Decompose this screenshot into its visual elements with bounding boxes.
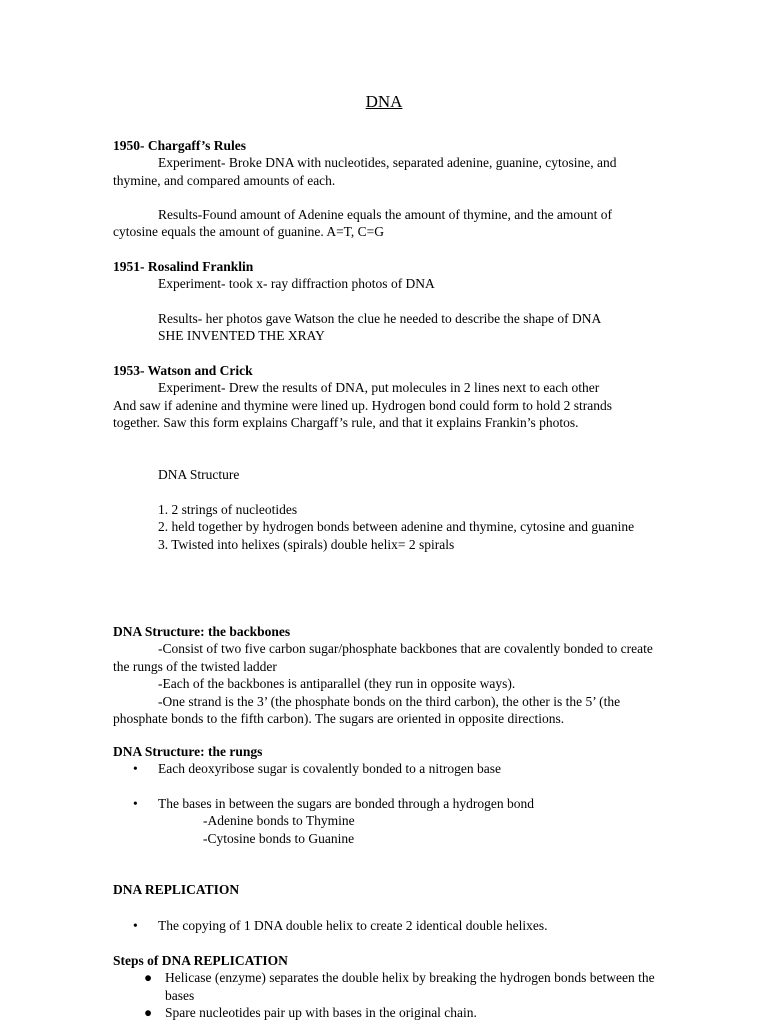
heading-1951: 1951- Rosalind Franklin xyxy=(113,259,254,274)
replication-list xyxy=(113,917,658,934)
bullet-icon: • xyxy=(133,918,138,933)
list-item xyxy=(113,917,658,934)
section-rungs xyxy=(113,743,658,778)
steps-bullet2: Spare nucleotides pair up with bases in the original chain. xyxy=(165,1005,477,1021)
experiment-1951: Experiment- took x- ray diffraction photos of DNA xyxy=(158,276,435,292)
experiment-1953-line2: And saw if adenine and thymine were lined up. Hydrogen bond could form to hold 2 strands together. Saw this form explains Chargaff’s rule, and that it explains Frankin’s photos. xyxy=(113,397,613,431)
note-1951: SHE INVENTED THE XRAY xyxy=(158,328,325,344)
rungs-sub2: -Cytosine bonds to Guanine xyxy=(203,830,355,846)
backbones-line3: -One strand is the 3’ (the phosphate bonds on the third carbon), the other is the 5’ (the phosphate bonds to the fifth carbon). The sugars are oriented in opposite directions. xyxy=(113,693,621,727)
experiment-1953-line1: Experiment- Drew the results of DNA, put molecules in 2 lines next to each other xyxy=(158,380,600,396)
replication-heading: DNA REPLICATION xyxy=(113,882,240,897)
list-item xyxy=(113,795,658,812)
results-1951: Results- her photos gave Watson the clue he needed to describe the shape of DNA xyxy=(158,311,602,326)
bullet-icon: ● xyxy=(144,1005,153,1021)
bullet-icon: ● xyxy=(144,970,153,986)
section-backbones xyxy=(113,623,658,727)
backbones-line2: -Each of the backbones is antiparallel (they run in opposite ways). xyxy=(158,676,516,692)
bullet-icon: • xyxy=(133,761,138,777)
rungs-bullet2: The bases in between the sugars are bonded through a hydrogen bond xyxy=(158,796,535,811)
steps-heading: Steps of DNA REPLICATION xyxy=(113,953,288,968)
results-1950: Results-Found amount of Adenine equals the amount of thymine, and the amount of cytosine equals the amount of guanine. A=T, C=G xyxy=(113,207,613,240)
section-1951 xyxy=(113,258,658,293)
structure-list xyxy=(113,501,658,553)
structure-item: 1. 2 strings of nucleotides xyxy=(158,502,298,517)
rungs-heading: DNA Structure: the rungs xyxy=(113,744,263,759)
section-1953 xyxy=(113,362,658,432)
structure-heading-block xyxy=(113,466,658,483)
replication-bullet1: The copying of 1 DNA double helix to create 2 identical double helixes. xyxy=(158,918,548,933)
list-item xyxy=(113,969,658,1004)
list-item xyxy=(113,1004,658,1021)
structure-item: 2. held together by hydrogen bonds between adenine and thymine, cytosine and guanine xyxy=(158,519,635,535)
rungs-bullet2-block xyxy=(113,795,658,847)
list-item xyxy=(113,760,658,777)
backbones-heading: DNA Structure: the backbones xyxy=(113,624,291,639)
steps-bullet1: Helicase (enzyme) separates the double helix by breaking the hydrogen bonds between the bases xyxy=(165,970,655,1003)
structure-item: 3. Twisted into helixes (spirals) double helix= 2 spirals xyxy=(158,536,455,552)
section-1950 xyxy=(113,137,658,189)
bullet-icon: • xyxy=(133,796,138,811)
section-replication xyxy=(113,881,658,898)
heading-1953: 1953- Watson and Crick xyxy=(113,363,253,378)
rungs-bullet1: Each deoxyribose sugar is covalently bonded to a nitrogen base xyxy=(158,761,502,777)
section-steps xyxy=(113,952,658,1022)
backbones-line1: -Consist of two five carbon sugar/phosphate backbones that are covalently bonded to create the rungs of the twisted ladder xyxy=(113,641,653,674)
results-1950-block xyxy=(113,206,658,241)
results-1951-block xyxy=(113,310,658,345)
heading-1950: 1950- Chargaff’s Rules xyxy=(113,138,246,153)
document-title: DNA xyxy=(365,92,403,111)
structure-heading: DNA Structure xyxy=(158,467,240,482)
experiment-1950: Experiment- Broke DNA with nucleotides, separated adenine, guanine, cytosine, and thymine, and compared amounts of each. xyxy=(113,155,617,188)
rungs-sub1: -Adenine bonds to Thymine xyxy=(203,813,355,829)
